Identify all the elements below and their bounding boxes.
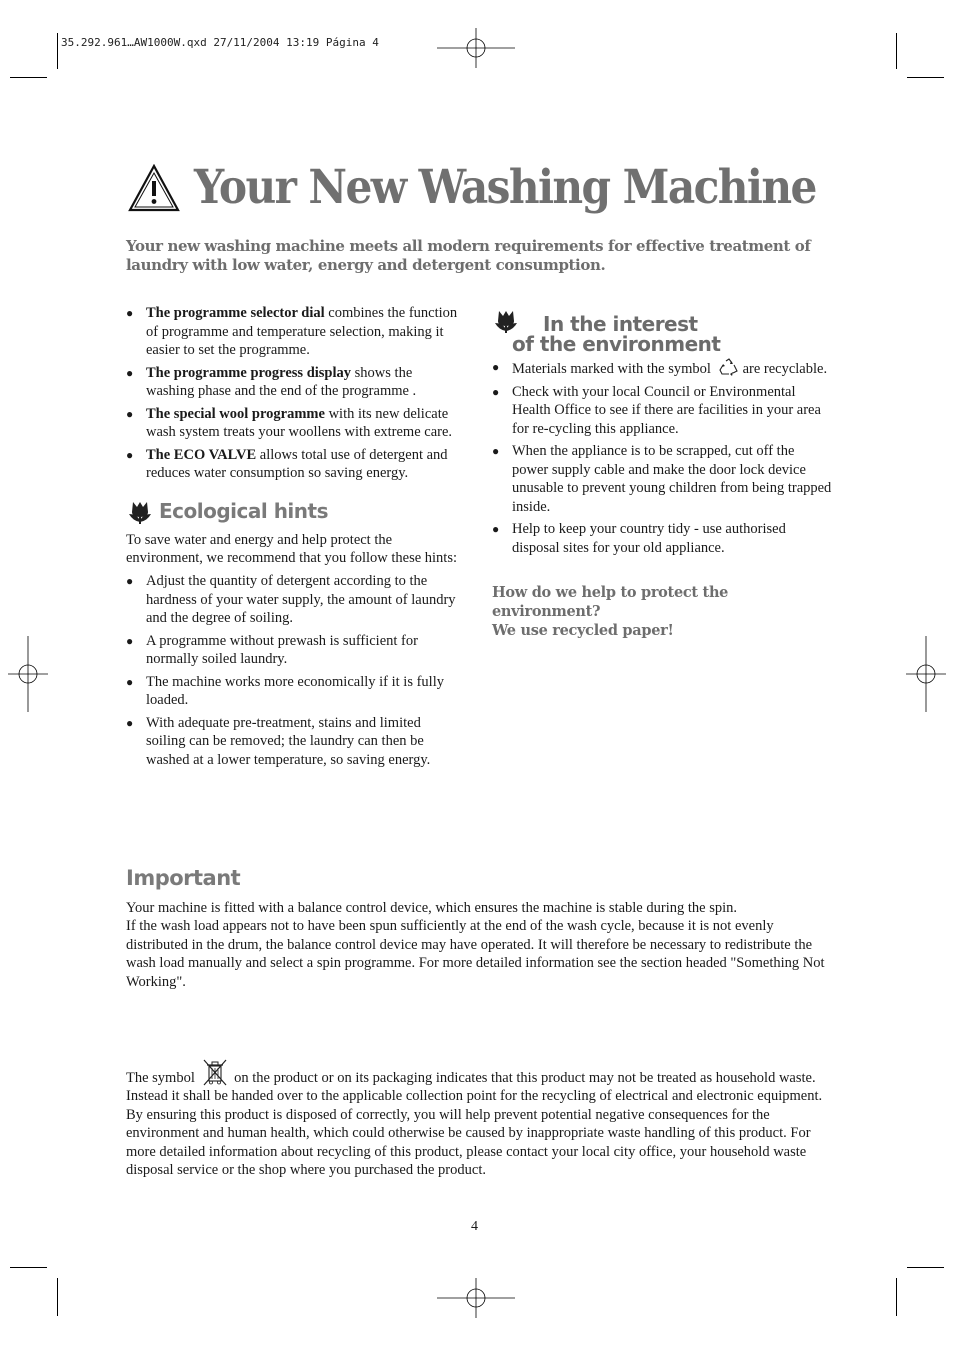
list-item: ● Materials marked with the symbol are recyclable. — [492, 360, 828, 377]
weee-text-before: The symbol — [126, 1070, 195, 1086]
list-item: ● Help to keep your country tidy - use authorised disposal sites for your old appliance. — [492, 521, 786, 556]
list-item: ● The programme progress display shows the washing phase and the end of the programme . — [126, 364, 417, 399]
registration-mark-icon — [8, 636, 48, 712]
important-line1: Your machine is fitted with a balance control device, which ensures the machine is stable during the spin. — [126, 900, 737, 916]
recycled-paper-line1: How do we help to protect the environment? — [492, 584, 729, 620]
recycled-paper-line2: We use recycled paper! — [492, 622, 674, 639]
tulip-icon — [492, 308, 520, 334]
weee-text-after: on the product or on its packaging indicates that this product may not be treated as household waste. Instead it shall be handed over to the applicable collection point for the recycling of electrical and electronic equipment. By ensuring this product is disposed of correctly, you will help prevent potential negative consequences for the environment and human health, which could otherwise be caused by inappropriate waste handling of this product. For more detailed information about recycling of this product, please contact your local city office, your household waste disposal service or the shop where you purchased the product. — [126, 1070, 823, 1179]
recycle-icon — [718, 358, 740, 376]
list-item: ● The machine works more economically if it is fully loaded. — [126, 673, 444, 709]
important-heading: Important — [126, 866, 241, 890]
page-number: 4 — [471, 1219, 478, 1234]
environment-heading-line2: of the environment — [512, 332, 721, 356]
important-text — [126, 899, 836, 991]
list-item: ● A programme without prewash is sufficient for normally soiled laundry. — [126, 632, 418, 668]
list-item: ● The ECO VALVE allows total use of detergent and reduces water consumption so saving energy. — [126, 446, 448, 481]
list-item: ● Check with your local Council or Environmental Health Office to see if there are facilities in your area for re-cycling this appliance. — [492, 383, 821, 437]
environment-heading-line1: In the interest — [543, 312, 698, 336]
registration-mark-icon — [906, 636, 946, 712]
environment-heading-block — [492, 308, 832, 334]
right-column — [492, 308, 832, 640]
features-list — [126, 304, 461, 483]
crossed-bin-icon — [201, 1058, 229, 1086]
tulip-icon — [126, 499, 154, 525]
important-line2: If the wash load appears not to have been spun sufficiently at the end of the wash cycle, because it is not evenly distributed in the drum, the balance control device may have operated. It will therefore be necessary to redistribute the wash load manually and select a spin programme. For more detailed information see the section headed "Something Not Working". — [126, 918, 825, 990]
registration-mark-icon — [437, 1278, 517, 1318]
eco-hints-heading: Ecological hints — [159, 499, 328, 524]
list-item: ● Adjust the quantity of detergent according to the hardness of your water supply, the amount of laundry and the degree of soiling. — [126, 573, 456, 627]
intro-text: Your new washing machine meets all modern requirements for effective treatment of laundry with low water, energy and detergent consumption. — [126, 237, 811, 274]
printer-slug: 35.292.961…AW1000W.qxd 27/11/2004 13:19 Página 4 — [61, 36, 379, 49]
list-item: ● The programme selector dial combines the function of programme and temperature selection, making it easier to set the programme. — [126, 305, 458, 358]
warning-triangle-icon — [128, 164, 180, 212]
page-title-block — [128, 160, 885, 215]
weee-paragraph — [126, 1058, 836, 1179]
eco-hints-heading-block — [126, 499, 461, 525]
list-item: ● When the appliance is to be scrapped, cut off the power supply cable and make the door lock device unusable to prevent young children from being trapped inside. — [492, 443, 832, 515]
environment-list — [492, 358, 832, 557]
eco-hints-intro: To save water and energy and help protect the environment, we recommend that you follow these hints: — [126, 531, 458, 566]
list-item: ● With adequate pre-treatment, stains and limited soiling can be removed; the laundry can then be washed at a lower temperature, so saving energy. — [126, 714, 431, 768]
list-item: ● The special wool programme with its new delicate wash system treats your woollens with extreme care. — [126, 405, 453, 440]
eco-hints-list — [126, 572, 461, 769]
registration-mark-icon — [437, 28, 517, 68]
left-column — [126, 304, 461, 773]
page-title: Your New Washing Machine — [194, 160, 816, 215]
